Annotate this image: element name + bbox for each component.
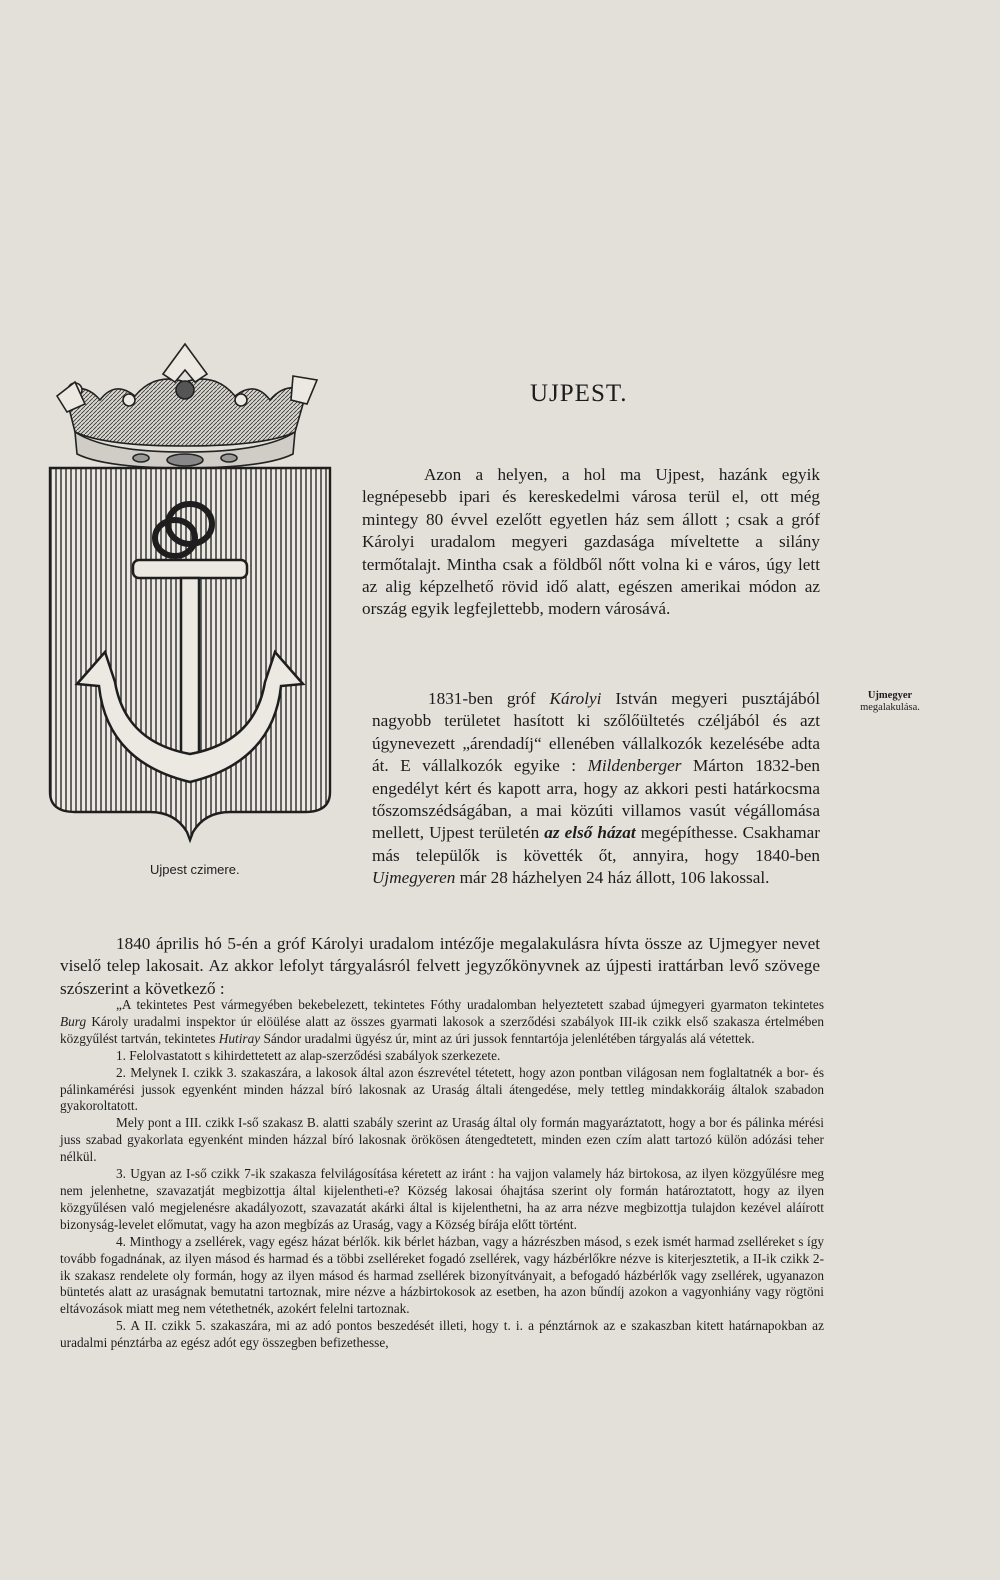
intro-paragraph: Azon a helyen, a hol ma Ujpest, hazánk egyik legnépesebb ipari és kereskedelmi városa terül el, ott még mintegy 80 évvel ezelőtt egyetlen ház sem állott ; csak a gróf Károlyi uradalom megyeri gazdasága míveltette a silány termőtalajt. Mintha csak a földből nőtt volna ki e város, úgy lett az alig képzelhető rövid idő alatt, egészen amerikai módon az ország egyik legfejlettebb, modern városává. xyxy=(362,465,820,619)
text-segment: megépíthesse. Csakhamar más települők is követték őt, annyira, hogy 1840-ben xyxy=(372,823,820,865)
name-burg: Burg xyxy=(60,1013,87,1029)
fullwidth-continuation xyxy=(60,933,820,1000)
crown-icon xyxy=(57,344,317,468)
margin-note-line2: megalakulása. xyxy=(860,702,920,713)
text-segment: Márton 1832-ben engedélyt kért és kapott arra, hogy az akkori pesti határkocsma tőszomszédságában, a mai közúti villamos vasút végállomása mellett, Ujpest területén xyxy=(372,756,820,843)
text-segment: már 28 házhelyen 24 ház állott, 106 lakossal. xyxy=(455,868,770,888)
quote-item-5: 5. A II. czikk 5. szakaszára, mi az adó pontos beszedését illeti, hogy t. i. a pénztárnok az e szakaszban kitett határnapokban az uradalmi pénztárba az egész adót egy összegben befizethesse, xyxy=(60,1318,824,1351)
page-title: UJPEST. xyxy=(530,380,628,407)
paragraph-1840: 1840 április hó 5-én a gróf Károlyi uradalom intézője megalakulásra hívta össze az Ujmegyer nevet viselő telep lakosait. Az akkor lefolyt tárgyalásról felvett jegyzőkönyvnek az újpesti irattárban levő szövege szószerint a következő : xyxy=(60,934,820,998)
quote-item-2b: Mely pont a III. czikk I-ső szakasz B. alatti szabály szerint az Uraság által oly formán magyaráztatott, hogy a bor és pálinka mérési juss szabad gyakorlata egyenként minden házzal bíró lakosnak örökösen átengedtetett, minden ezen czím alatt tartozó külön adózási teher nélkül. xyxy=(60,1115,824,1165)
quote-item-2: 2. Melynek I. czikk 3. szakaszára, a lakosok által azon észrevétel tétetett, hogy azon pontban világosan nem foglaltatnék a bor- és pálinkamérési jussok egyenként minden házzal bíró lakosnak az Uraság általi átengedése, mely tettleg mindakkoráig általok szabadon gyakoroltatott. xyxy=(60,1064,824,1114)
text-segment: „A tekintetes Pest vármegyében bekebelezett, tekintetes Fóthy uradalomban helyeztetett szabad újmegyeri gyarmaton tekintetes xyxy=(116,997,824,1012)
margin-note-line1: Ujmegyer xyxy=(867,690,913,701)
coat-of-arms-illustration xyxy=(45,342,335,882)
quote-item-3: 3. Ugyan az I-ső czikk 7-ik szakasza felvilágosítása kéretett az iránt : ha vajjon valamely ház birtokosa, az ilyen közgyűlésre meg nem jelenhetne, szavazatját megbizottja által kijelentheti-e? Község lakosai óhajtása szerint oly formán határoztatott, hogy az ilyen közgyűlésen való megjelenésre akadályozott, szavazatát akárki által is kijelenthetni, ha az arra nézve megbizottja tulajdon kezével aláírott bizonyság-levelet előmutat, vagy ha azon megbízás az Uraság, vagy a Község bírája előtt történt. xyxy=(60,1166,824,1232)
quote-intro xyxy=(60,997,824,1048)
name-hutiray: Hutiray xyxy=(218,1030,261,1046)
emphasis-first-house: az első házat xyxy=(544,823,636,843)
paragraph-1831 xyxy=(372,688,820,890)
quote-item-4: 4. Minthogy a zsellérek, vagy egész házat bérlők. kik bérlet házban, vagy a házrészben másod, s ezek ismét harmad zselléreket s így tovább fogadnának, az ilyen másod és harmad és a többi zselléreket fogadó zsellérek, vagy házbérlőkre nézve is kiterjesztetik, a II-ik czikk 2-ik szakasz rendelete oly formán, hogy az ilyen másod és harmad zsellérek bizonyítványait, a befogadó házbérlők vagy zsellérek, ugyanazon büntetés alatt az uraságnak bemutatni tartoznak, mire nézve a házbirtokosok az esetben, ha azon bűndíj azokon a vagyonhiány vagy rögtöni eltávozások miatt meg nem vétethetnék, azokért felelni tartoznak. xyxy=(60,1233,824,1317)
quote-item-1: 1. Felolvastatott s kihirdettetett az alap-szerződési szabályok szerkezete. xyxy=(116,1047,501,1063)
text-segment: István megyeri pusztájából nagyobb területet hasított ki szőlőültetés czéljából és azt úgynevezett „árendadíj“ ellenében vállalkozók kezelésébe adta át. E vállalkozók egyike : xyxy=(372,689,820,776)
text-segment: 1831-ben gróf xyxy=(428,689,550,708)
text-segment: Sándor uradalmi ügyész úr, mint az úri jussok fenntartója jelenlétében tárgyalás alá vétettek. xyxy=(260,1030,755,1046)
minutes-quote xyxy=(60,997,824,1352)
name-mildenberger: Mildenberger xyxy=(587,756,682,776)
place-ujmegyeren: Ujmegyeren xyxy=(372,868,456,888)
illustration-caption: Ujpest czimere. xyxy=(150,862,240,877)
margin-note xyxy=(840,690,940,714)
text-segment: Károly uradalmi inspektor úr elöülése alatt az összes gyarmati lakosok a szerződési szabályok III-ik czikk első szakasza értelmében közgyűlést tartván, tekintetes xyxy=(60,1013,824,1046)
name-karolyi: Károlyi xyxy=(549,689,602,708)
